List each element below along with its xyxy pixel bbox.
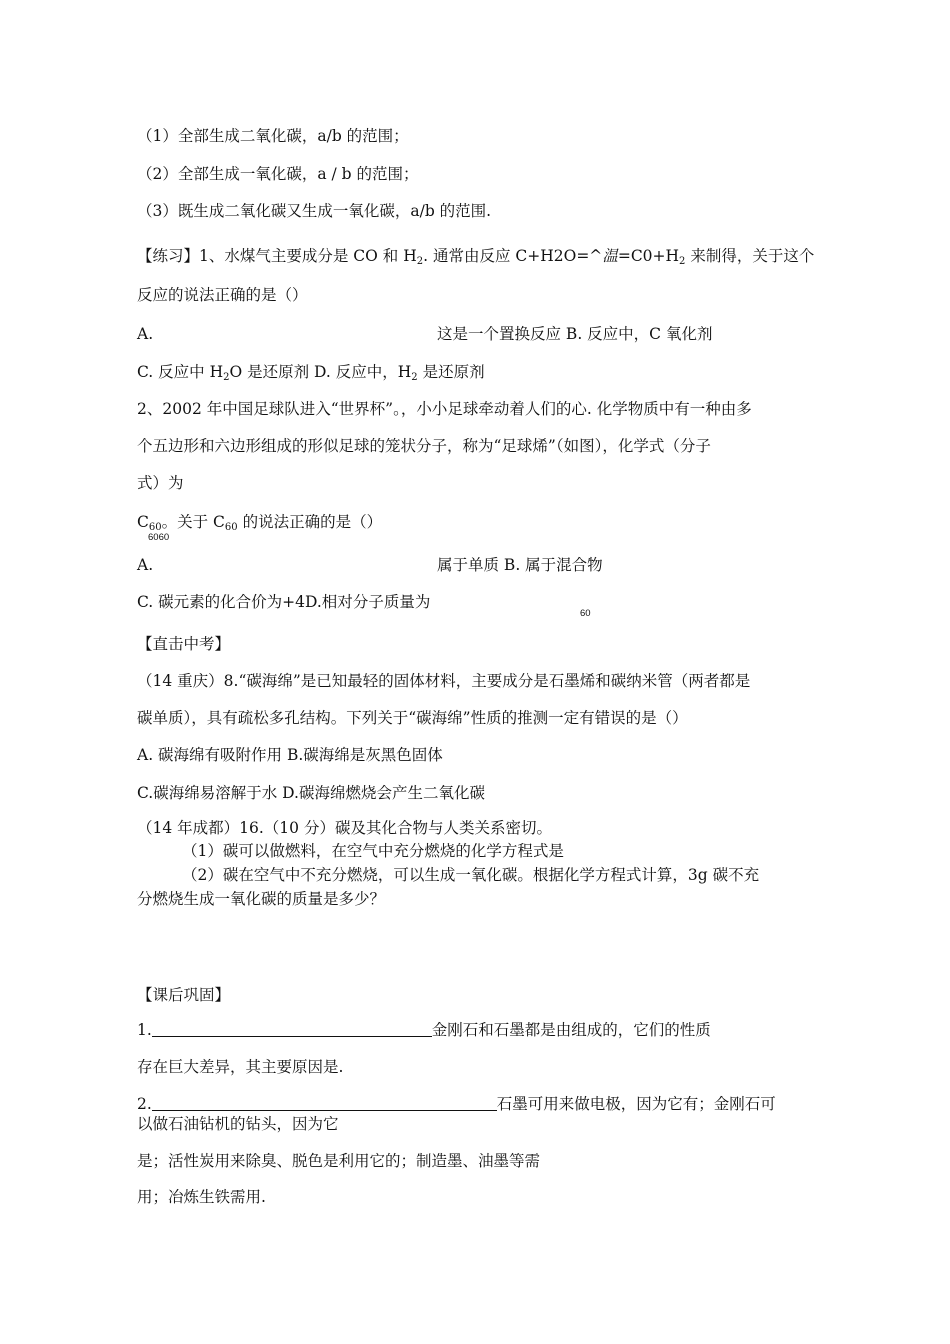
chengdu-q16-line-4: 分燃烧生成一氧化碳的质量是多少？: [137, 890, 386, 908]
chongqing-q8-line-2: 碳单质），具有疏松多孔结构。下列关于“碳海绵”性质的推测一定有错误的是（）: [137, 709, 688, 727]
exercise-1-line-2: 反应的说法正确的是（）: [137, 286, 308, 304]
chengdu-q16-line-3: （2）碳在空气中不充分燃烧，可以生成一氧化碳。根据化学方程式计算，3g 碳不充: [182, 866, 760, 884]
section-heading-zhiji: 【直击中考】: [137, 635, 231, 653]
exercise-2-line-3: 式）为: [137, 474, 184, 492]
kehou-item-2-line-3: 是；活性炭用来除臭、脱色是利用它的；制造墨、油墨等需: [137, 1152, 541, 1170]
section-heading-kehou: 【课后巩固】: [137, 986, 231, 1004]
exercise-2-line-4: $C_{60}$。关于 $C_{60}$ 的说法正确的是（）: [137, 513, 383, 533]
stray-subscript-text: 6060: [148, 532, 170, 543]
question-1: （1）全部生成二氧化碳，a/b 的范围；: [137, 127, 409, 145]
kehou-item-2: 2. 石墨可用来做电极，因为它有；金刚石可: [137, 1095, 776, 1113]
exercise-2-line-1: 2、2002 年中国足球队进入“世界杯”。，小小足球牵动着人们的心. 化学物质中有一种由多: [137, 400, 752, 418]
chongqing-q8-option-a: A. 碳海绵有吸附作用 B.碳海绵是灰黑色固体: [137, 746, 443, 764]
kehou-item-2-line-2: 以做石油钻机的钻头，因为它: [137, 1115, 339, 1133]
exercise-2-option-c: C. 碳元素的化合价为+4D.相对分子质量为: [137, 593, 431, 611]
kehou-item-1: 1. 金刚石和石墨都是由组成的，它们的性质: [137, 1021, 711, 1039]
exercise-1-option-a-label: A.: [137, 325, 154, 343]
stray-subscript-text-2: 60: [580, 608, 591, 619]
kehou-item-2-line-4: 用；冶炼生铁需用.: [137, 1188, 266, 1206]
exercise-1-option-a: 这是一个置换反应 B. 反应中，C 氧化剂: [437, 325, 713, 343]
answer-blank: [152, 1094, 497, 1111]
answer-blank: [152, 1020, 432, 1037]
chengdu-q16-line-1: （14 年成都）16.（10 分）碳及其化合物与人类关系密切。: [137, 819, 552, 837]
chongqing-q8-line-1: （14 重庆）8.“碳海绵”是已知最轻的固体材料，主要成分是石墨烯和碳纳米管（两者都是: [137, 672, 751, 690]
chongqing-q8-option-c: C.碳海绵易溶解于水 D.碳海绵燃烧会产生二氧化碳: [137, 784, 485, 802]
kehou-item-1-line-2: 存在巨大差异，其主要原因是.: [137, 1058, 344, 1076]
exercise-1-option-c: C. 反应中 $H_2O$ 是还原剂 D. 反应中，$H_2$ 是还原剂: [137, 363, 485, 383]
exercise-2-line-2: 个五边形和六边形组成的形似足球的笼状分子，称为“足球烯”（如图），化学式（分子: [137, 437, 711, 455]
question-3: （3）既生成二氧化碳又生成一氧化碳，a/b 的范围.: [137, 202, 492, 220]
exercise-2-option-a: 属于单质 B. 属于混合物: [437, 556, 603, 574]
chengdu-q16-line-2: （1）碳可以做燃料，在空气中充分燃烧的化学方程式是: [182, 842, 564, 860]
exercise-2-option-a-label: A.: [137, 556, 154, 574]
exercise-1-line-1: 【练习】1、水煤气主要成分是 CO 和 $H_2$. 通常由反应 C+H2O=^温$=C0+H_2$ 来制得，关于这个: [137, 247, 815, 267]
question-2: （2）全部生成一氧化碳，a / b 的范围；: [137, 165, 419, 183]
